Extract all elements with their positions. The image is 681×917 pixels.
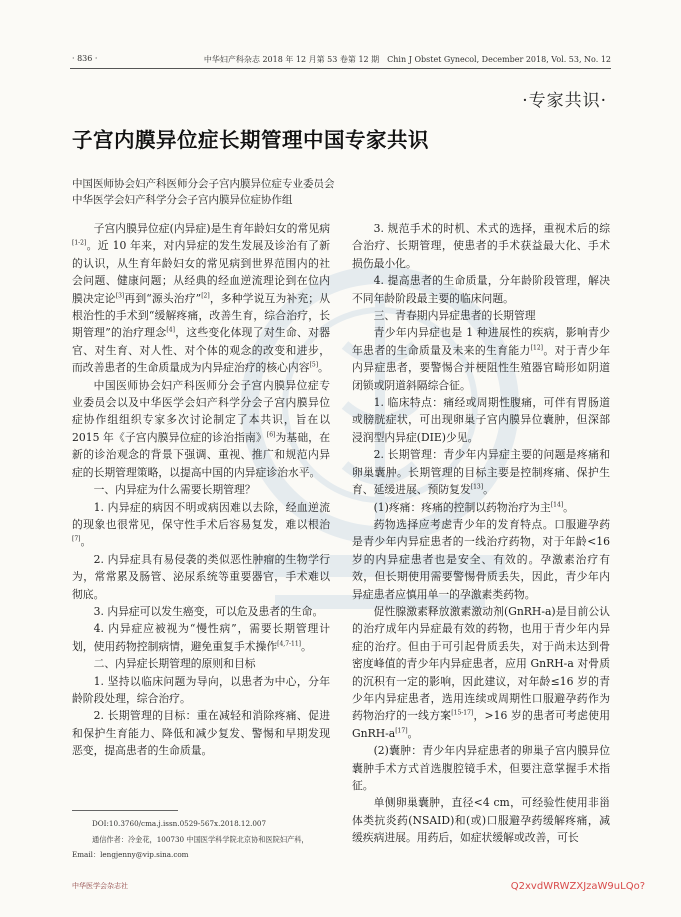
right-column (352, 220, 610, 847)
list-item: 1. 坚持以临床问题为导向，以患者为中心，分年龄阶段处理，综合治疗。 (72, 674, 330, 705)
section-heading: 二、内异症长期管理的原则和目标 (93, 657, 256, 671)
paragraph: 药物选择应考虑青少年的发育特点。口服避孕药是青少年内异症患者的一线治疗药物，对于年龄<16 岁的内异症患者也是安全、有效的。孕激素治疗有效，但长期使用需要警惕骨质丢失，因此，青少年内异症患者应慎用单一的孕激素类药物。 (352, 517, 610, 601)
list-item: 1. 内异症的病因不明或病因难以去除，经血逆流的现象也很常见，保守性手术后容易复发，难以根治[7]。 (72, 500, 330, 549)
paragraph: 促性腺激素释放激素激动剂(GnRH-a)是目前公认的治疗成年内异症最有效的药物，也用于青少年内异症的治疗。但由于可引起骨质丢失，对于尚未达到骨密度峰值的青少年内异症患者，应用 GnRH-a 对骨质的沉积有一定的影响，因此建议，对年龄≤16 岁的青少年内异症患者，选用连续或周期性口服避孕药作为药物治疗的一线方案[15-17]，>16 岁的患者可考虑使用 GnRH-a[17]。 (352, 604, 611, 740)
correspondence-footnote: 通信作者：冷金花，100730 中国医学科学院北京协和医院妇产科，Email：lengjenny@vip.sina.com (72, 835, 309, 859)
footnote-rule (72, 810, 178, 811)
header-rule (70, 68, 611, 69)
article-title: 子宫内膜异位症长期管理中国专家共识 (72, 128, 429, 152)
paragraph: (2)囊肿：青少年内异症患者的卵巢子宫内膜异位囊肿手术方式首选腹腔镜手术，但要注意掌握手术指征。 (352, 744, 610, 792)
list-item: 1. 临床特点：痛经或周期性腹痛，可伴有胃肠道或膀胱症状，可出现卵巢子宫内膜异位囊肿，但深部浸润型内异症(DIE)少见。 (352, 396, 610, 444)
page-number: · 836 · (72, 54, 98, 63)
watermark-code: Q2xvdWRWZXJzaW9uLQo? (510, 881, 645, 892)
list-item: 3. 规范手术的时机、术式的选择，重视术后的综合治疗、长期管理，使患者的手术获益最大化、手术损伤最小化。 (352, 222, 610, 270)
subsection-heading: (1)疼痛：疼痛的控制以药物治疗为主[14]。 (373, 500, 574, 514)
list-item: 2. 长期管理：青少年内异症主要的问题是疼痛和卵巢囊肿。长期管理的目标主要是控制疼痛、保护生育、延缓进展、预防复发[13]。 (352, 448, 610, 497)
paragraph: 中国医师协会妇产科医师分会子宫内膜异位症专业委员会以及中华医学会妇产科学分会子宫内膜异位症协作组组织专家多次讨论制定了本共识，旨在以 2015 年《子宫内膜异位症的诊治指南》[6]为基础，在新的诊治观念的背景下强调、重视、推广和规范内异症的长期管理策略，以提高中国的内异症诊治水平。 (72, 378, 330, 479)
running-header: 中华妇产科杂志 2018 年 12 月第 53 卷第 12 期 Chin J Obstet Gynecol, December 2018, Vol. 53, No. 12 (203, 55, 611, 64)
list-item: 2. 长期管理的目标：重在减轻和消除疼痛、促进和保护生育能力、降低和减少复发、警惕和早期发现恶变，提高患者的生命质量。 (72, 709, 330, 758)
list-item: 4. 内异症应被视为“慢性病”，需要长期管理计划，使用药物控制病情，避免重复手术操作[4,7-11]。 (72, 622, 330, 653)
list-item: 4. 提高患者的生命质量，分年龄阶段管理，解决不同年龄阶段最主要的临床问题。 (352, 274, 610, 305)
list-item: 3. 内异症可以发生癌变，可以危及患者的生命。 (93, 604, 324, 618)
list-item: 2. 内异症具有易侵袭的类似恶性肿瘤的生物学行为，常常累及肠管、泌尿系统等重要器官，手术难以彻底。 (72, 552, 330, 601)
section-heading: 一、内异症为什么需要长期管理？ (93, 483, 256, 497)
left-column (72, 220, 330, 760)
section-heading: 三、青春期内异症患者的长期管理 (373, 309, 536, 323)
author-org-2: 中华医学会妇产科学分会子宫内膜异位症协作组 (72, 194, 293, 206)
column-label: ·专家共识· (522, 91, 607, 111)
paragraph: 青少年内异症也是 1 种进展性的疾病，影响青少年患者的生命质量及未来的生育能力[12]。对于青少年内异症患者，要警惕合并梗阻性生殖器官畸形如阴道闭锁或阴道斜隔综合征。 (352, 326, 611, 392)
author-org-1: 中国医师协会妇产科医师分会子宫内膜异位症专业委员会 (72, 178, 335, 190)
paragraph: 单侧卵巢囊肿，直径<4 cm，可经验性使用非甾体类抗炎药(NSAID)和(或)口服避孕药缓解疼痛，减缓疾病进展。用药后，如症状缓解或改善，可长 (352, 796, 610, 845)
paragraph: 子宫内膜异位症(内异症)是生育年龄妇女的常见病[1-2]。近 10 年来，对内异症的发生发展及诊治有了新的认识，从生育年龄妇女的常见病到世界范围内的社会问题、健康问题；从经典的经血逆流理论到在位内膜决定论[3]再到“源头治疗”[2]，多种学说互为补充；从根治性的手术到“缓解疼痛，改善生育，综合治疗，长期管理”的治疗理念[4]，这些变化体现了对生命、对器官、对生育、对人性、对个体的观念的改变和进步，而改善患者的生命质量成为内异症治疗的核心内容[5]。 (72, 222, 331, 375)
publisher-logo: 中华医学会杂志社 (72, 882, 128, 890)
doi-footnote: DOI:10.3760/cma.j.issn.0529-567x.2018.12.007 (92, 819, 267, 828)
